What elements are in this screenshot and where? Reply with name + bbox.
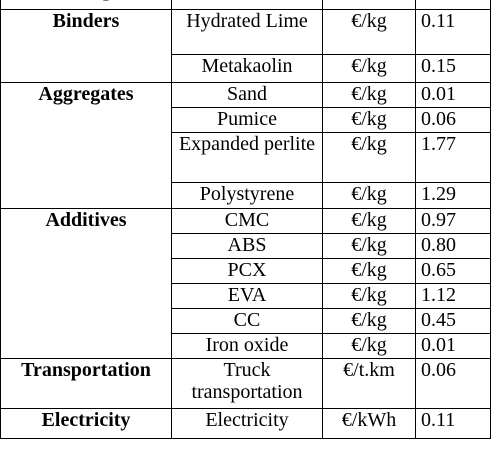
group-cell	[1, 183, 172, 209]
table-row	[1, 209, 491, 234]
value-cell: 0.06	[416, 108, 491, 133]
group-cell	[1, 309, 172, 334]
value-cell: 0.45	[416, 309, 491, 334]
value-cell: 0.97	[416, 209, 491, 234]
item-cell: CMC	[172, 209, 323, 234]
header-item	[172, 0, 323, 10]
group-cell	[1, 234, 172, 259]
unit-cell: €/kg	[323, 334, 416, 359]
group-cell: Transportation	[1, 359, 172, 409]
header-row	[1, 0, 491, 10]
item-cell: Hydrated Lime	[172, 10, 323, 55]
header-value	[416, 0, 491, 10]
item-cell: EVA	[172, 284, 323, 309]
group-cell: Additives	[1, 209, 172, 234]
table-row	[1, 133, 491, 183]
table-row	[1, 183, 491, 209]
unit-cell: €/kg	[323, 259, 416, 284]
table-row	[1, 259, 491, 284]
value-cell: 0.11	[416, 409, 491, 439]
item-cell: Polystyrene	[172, 183, 323, 209]
group-cell	[1, 55, 172, 83]
item-cell: Electricity	[172, 409, 323, 439]
unit-cell: €/kg	[323, 83, 416, 108]
item-cell: PCX	[172, 259, 323, 284]
unit-cell: €/kg	[323, 234, 416, 259]
table-row	[1, 309, 491, 334]
group-cell	[1, 133, 172, 183]
group-cell	[1, 259, 172, 284]
unit-cell: €/kg	[323, 108, 416, 133]
value-cell: 1.29	[416, 183, 491, 209]
value-cell: 0.65	[416, 259, 491, 284]
value-cell: 0.80	[416, 234, 491, 259]
table-row	[1, 359, 491, 409]
table-row	[1, 108, 491, 133]
item-cell: Pumice	[172, 108, 323, 133]
value-cell: 0.01	[416, 334, 491, 359]
table-row	[1, 55, 491, 83]
group-cell	[1, 334, 172, 359]
value-cell: 1.77	[416, 133, 491, 183]
group-cell: Aggregates	[1, 83, 172, 108]
unit-cell: €/kg	[323, 284, 416, 309]
group-cell: Binders	[1, 10, 172, 55]
unit-cell: €/kg	[323, 309, 416, 334]
table-row	[1, 284, 491, 309]
header-unit	[323, 0, 416, 10]
item-cell: ABS	[172, 234, 323, 259]
value-cell: 0.06	[416, 359, 491, 409]
group-cell	[1, 108, 172, 133]
unit-cell: €/kg	[323, 10, 416, 55]
group-cell	[1, 284, 172, 309]
item-cell: Metakaolin	[172, 55, 323, 83]
table-row	[1, 10, 491, 55]
header-group	[1, 0, 172, 10]
value-cell: 1.12	[416, 284, 491, 309]
unit-cell: €/t.km	[323, 359, 416, 409]
value-cell: 0.11	[416, 10, 491, 55]
table-row	[1, 234, 491, 259]
unit-cell: €/kg	[323, 133, 416, 183]
item-cell: Iron oxide	[172, 334, 323, 359]
group-cell: Electricity	[1, 409, 172, 439]
item-cell: Expanded perlite	[172, 133, 323, 183]
unit-cell: €/kg	[323, 55, 416, 83]
unit-cell: €/kg	[323, 209, 416, 234]
item-cell: Sand	[172, 83, 323, 108]
table-row	[1, 334, 491, 359]
value-cell: 0.15	[416, 55, 491, 83]
table-row	[1, 83, 491, 108]
unit-cell: €/kg	[323, 183, 416, 209]
table-row	[1, 409, 491, 439]
value-cell: 0.01	[416, 83, 491, 108]
unit-cell: €/kWh	[323, 409, 416, 439]
item-cell: CC	[172, 309, 323, 334]
item-cell: Truck transportation	[172, 359, 323, 409]
